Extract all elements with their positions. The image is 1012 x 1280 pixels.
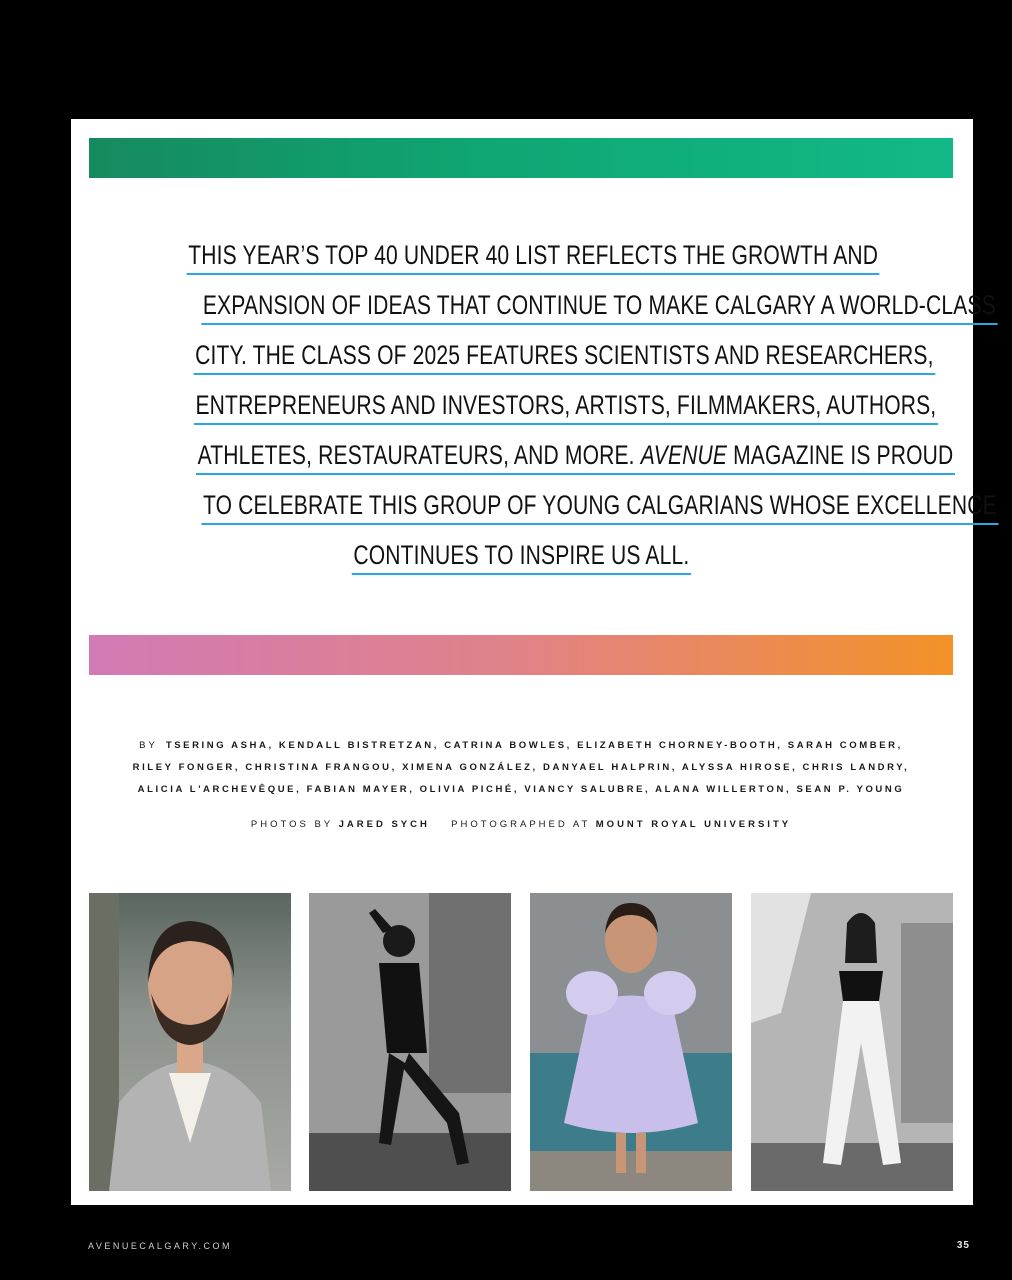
by-label: BY bbox=[139, 740, 158, 751]
photographer-name: JARED SYCH bbox=[338, 819, 430, 830]
pink-orange-gradient-bar bbox=[89, 635, 953, 675]
photos-by-label: PHOTOS BY bbox=[250, 819, 333, 830]
credits-row-3: ALICIA L'ARCHEVÊQUE, FABIAN MAYER, OLIVIA PICHÉ, VIANCY SALUBRE, ALANA WILLERTON, SEAN P. YOUNG bbox=[137, 784, 905, 795]
footer-website: AVENUECALGARY.COM bbox=[88, 1241, 233, 1251]
magazine-name: AVENUE bbox=[640, 440, 728, 470]
photographed-at-label: PHOTOGRAPHED AT bbox=[451, 819, 591, 830]
intro-line-5 bbox=[196, 437, 955, 475]
credits-row-2: RILEY FONGER, CHRISTINA FRANGOU, XIMENA GONZÁLEZ, DANYAEL HALPRIN, ALYSSA HIROSE, CHRIS LANDRY, bbox=[132, 762, 910, 773]
green-gradient-bar bbox=[89, 138, 953, 178]
intro-line-3: CITY. THE CLASS OF 2025 FEATURES SCIENTISTS AND RESEARCHERS, bbox=[194, 337, 936, 375]
intro-line-5-head: ATHLETES, RESTAURATEURS, AND MORE. bbox=[197, 440, 635, 470]
intro-line-2: EXPANSION OF IDEAS THAT CONTINUE TO MAKE CALGARY A WORLD-CLASS bbox=[201, 287, 997, 325]
writer-credits bbox=[89, 735, 953, 801]
credits-row-1 bbox=[89, 735, 953, 757]
portrait-photo-2 bbox=[309, 893, 511, 1191]
intro-line-5-tail: MAGAZINE IS PROUD bbox=[733, 440, 954, 470]
portrait-photo-3 bbox=[530, 893, 732, 1191]
page-number: 35 bbox=[956, 1240, 970, 1251]
intro-line-7: CONTINUES TO INSPIRE US ALL. bbox=[351, 537, 690, 575]
photo-credits bbox=[89, 819, 953, 830]
photo-gallery bbox=[89, 893, 953, 1191]
magazine-page bbox=[71, 119, 997, 1205]
location-name: MOUNT ROYAL UNIVERSITY bbox=[595, 819, 792, 830]
intro-text bbox=[89, 237, 997, 587]
credits-names-1: TSERING ASHA, KENDALL BISTRETZAN, CATRINA BOWLES, ELIZABETH CHORNEY-BOOTH, SARAH COMBER, bbox=[165, 740, 903, 751]
intro-line-4: ENTREPRENEURS AND INVESTORS, ARTISTS, FILMMAKERS, AUTHORS, bbox=[194, 387, 938, 425]
intro-line-1: THIS YEAR’S TOP 40 UNDER 40 LIST REFLECTS THE GROWTH AND bbox=[187, 237, 880, 275]
portrait-photo-4 bbox=[751, 893, 953, 1191]
intro-line-6: TO CELEBRATE THIS GROUP OF YOUNG CALGARIANS WHOSE EXCELLENCE bbox=[201, 487, 998, 525]
portrait-photo-1 bbox=[89, 893, 291, 1191]
